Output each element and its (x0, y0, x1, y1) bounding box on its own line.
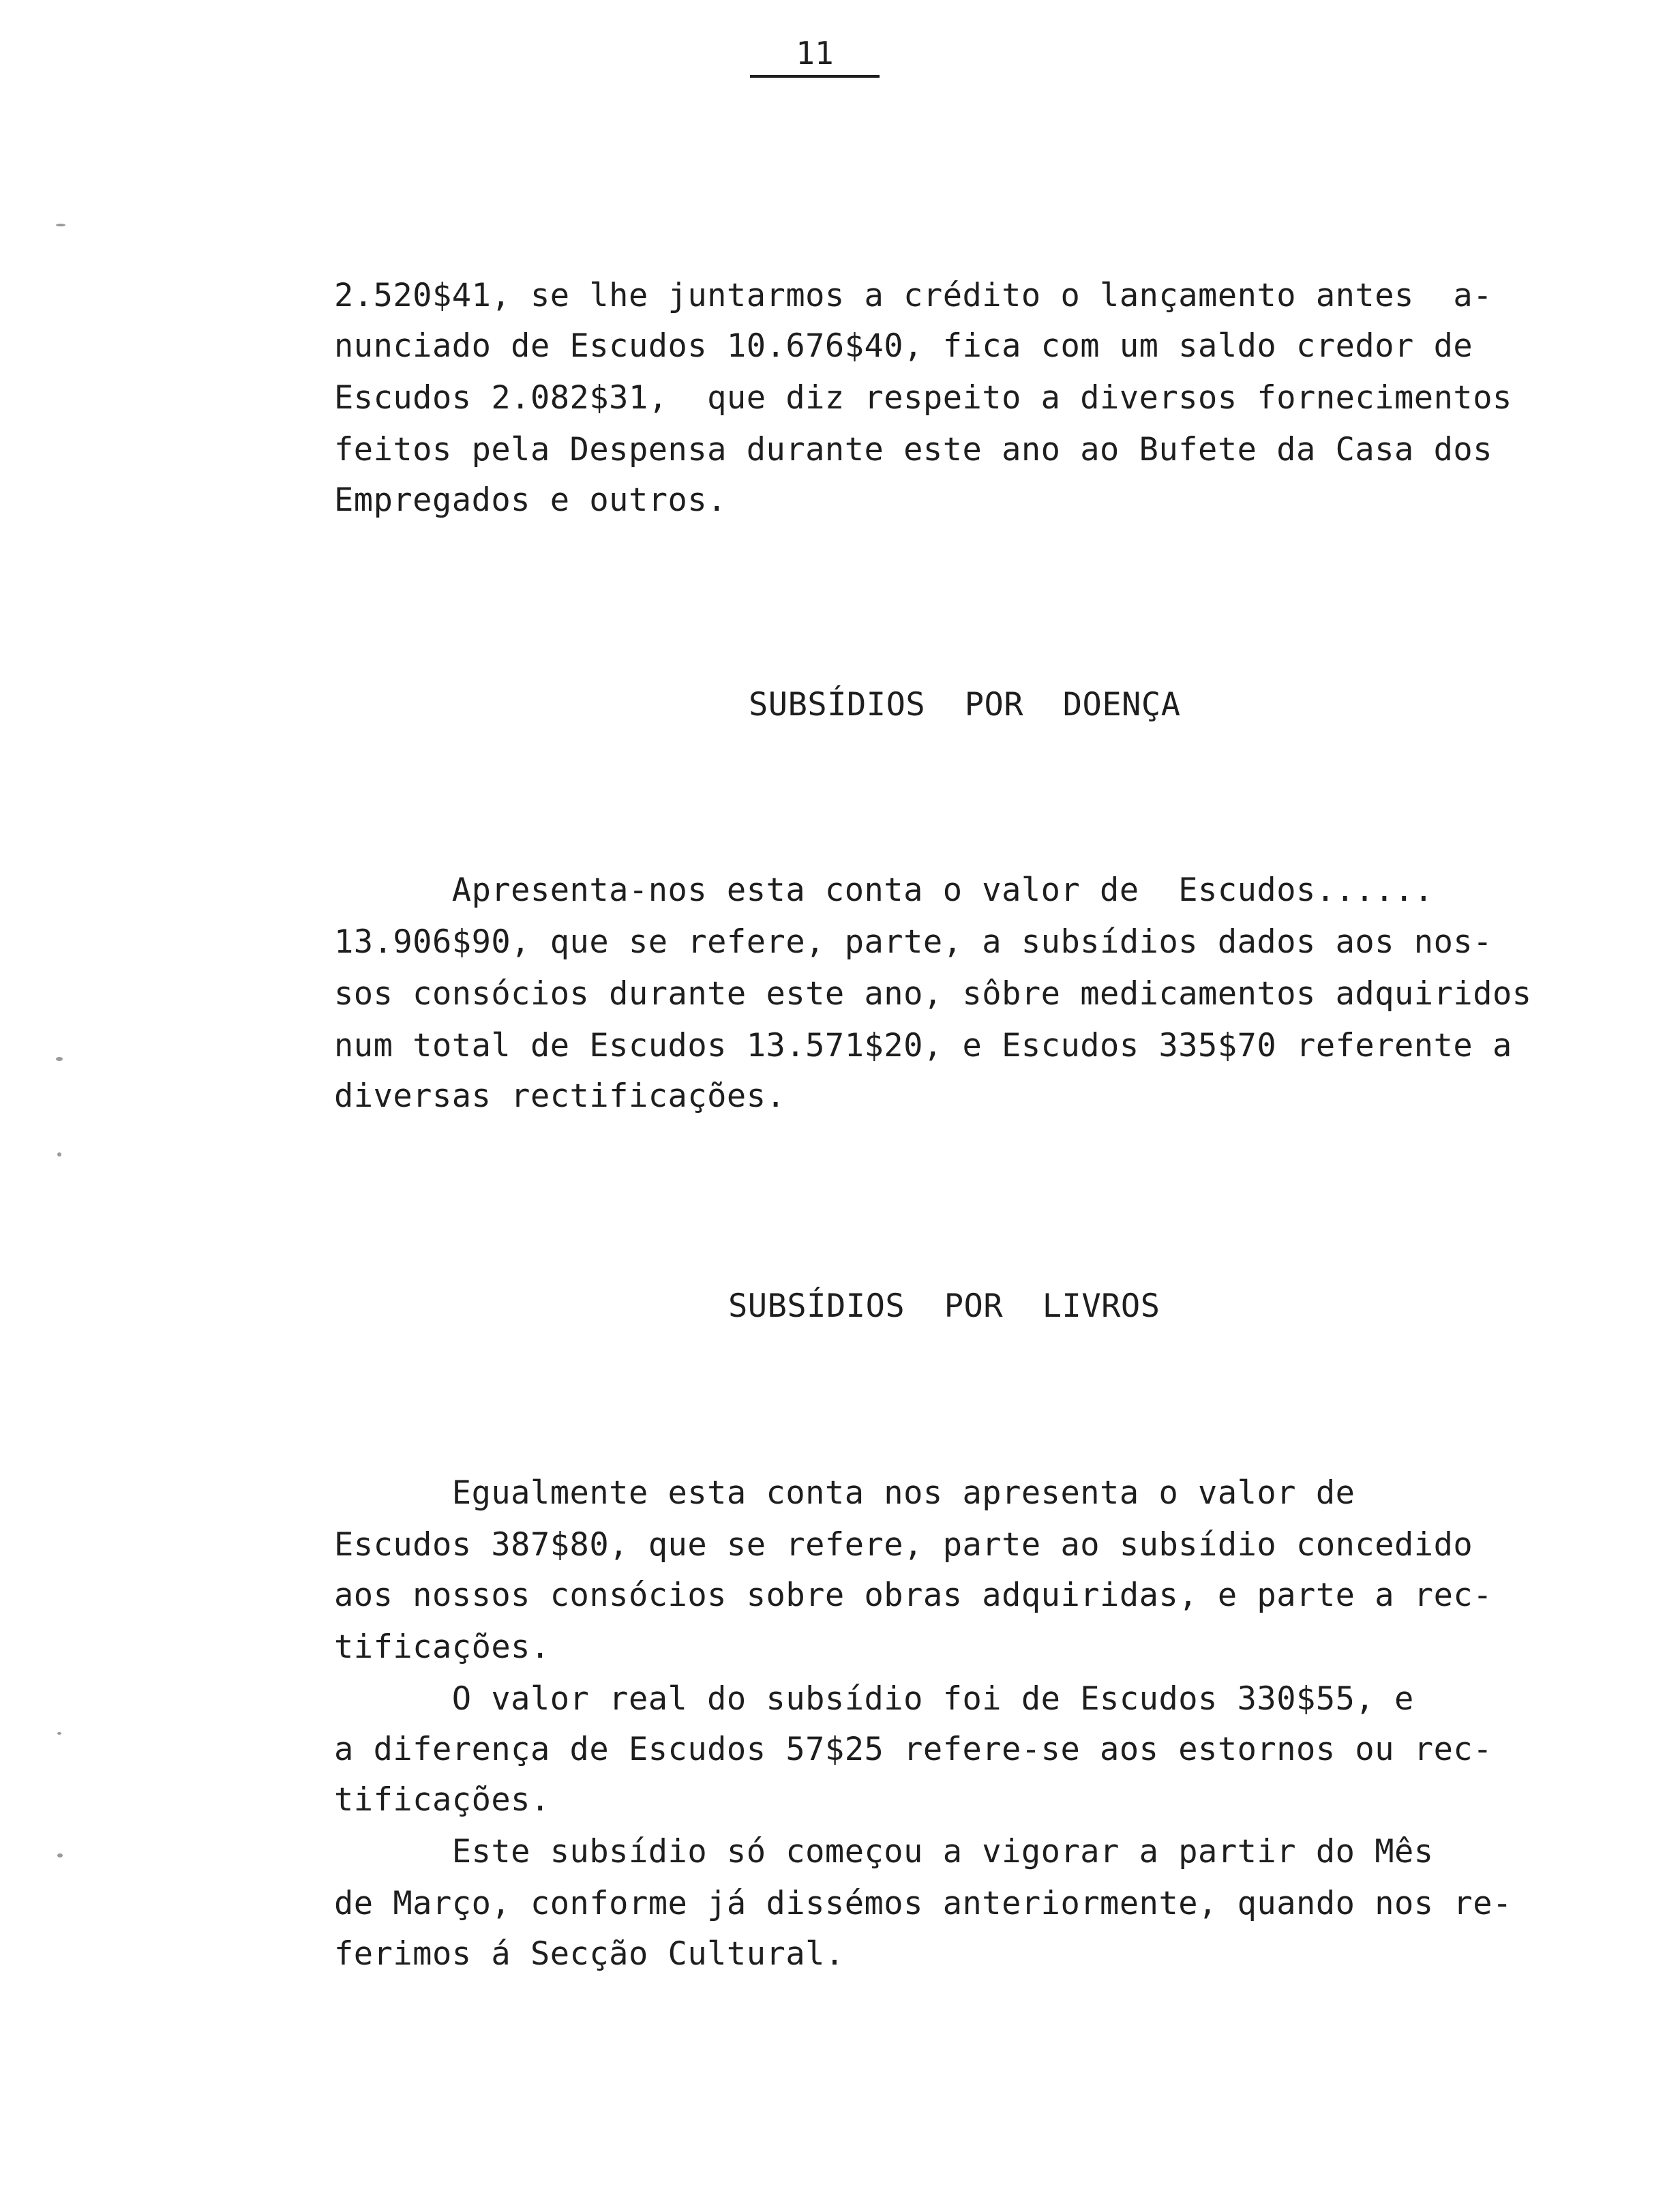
doenca-line-5: diversas rectificações. (334, 1077, 786, 1115)
scan-speck (56, 224, 65, 226)
livros-line-6: a diferença de Escudos 57$25 refere-se aos estornos ou rec- (334, 1731, 1492, 1768)
livros-line-7: tificações. (334, 1781, 550, 1819)
livros-line-8: Este subsídio só começou a vigorar a partir do Mês (334, 1833, 1434, 1870)
scan-speck (57, 1853, 63, 1858)
scan-speck (57, 1732, 61, 1735)
livros-line-10: ferimos á Secção Cultural. (334, 1935, 845, 1973)
scan-speck (57, 1152, 61, 1157)
doenca-line-2: 13.906$90, que se refere, parte, a subsídios dados aos nos- (334, 923, 1492, 961)
livros-line-1: Egualmente esta conta nos apresenta o valor de (334, 1474, 1355, 1512)
doenca-line-4: num total de Escudos 13.571$20, e Escudos 335$70 referente a (334, 1027, 1512, 1064)
livros-line-9: de Março, conforme já dissémos anteriormente, quando nos re- (334, 1885, 1512, 1922)
paragraph1-line-1: 2.520$41, se lhe juntarmos a crédito o lançamento antes a- (334, 277, 1492, 314)
doenca-line-1: Apresenta-nos esta conta o valor de Escudos...... (334, 871, 1434, 909)
livros-line-3: aos nossos consócios sobre obras adquiridas, e parte a rec- (334, 1577, 1492, 1614)
section-title-doenca: SUBSÍDIOS POR DOENÇA (749, 686, 1181, 723)
paragraph1-line-2: nunciado de Escudos 10.676$40, fica com um saldo credor de (334, 327, 1473, 365)
doenca-line-3: sos consócios durante este ano, sôbre medicamentos adquiridos (334, 975, 1532, 1013)
section-title-livros: SUBSÍDIOS POR LIVROS (728, 1287, 1160, 1325)
livros-line-4: tificações. (334, 1628, 550, 1666)
livros-line-5: O valor real do subsídio foi de Escudos 330$55, e (334, 1680, 1414, 1718)
paragraph1-line-3: Escudos 2.082$31, que diz respeito a diversos fornecimentos (334, 379, 1512, 417)
paragraph1-line-4: feitos pela Despensa durante este ano ao Bufete da Casa dos (334, 431, 1492, 468)
scan-speck (56, 1057, 63, 1061)
paragraph1-line-5: Empregados e outros. (334, 481, 727, 519)
livros-line-2: Escudos 387$80, que se refere, parte ao subsídio concedido (334, 1526, 1473, 1564)
page-number: 11 (750, 33, 880, 78)
